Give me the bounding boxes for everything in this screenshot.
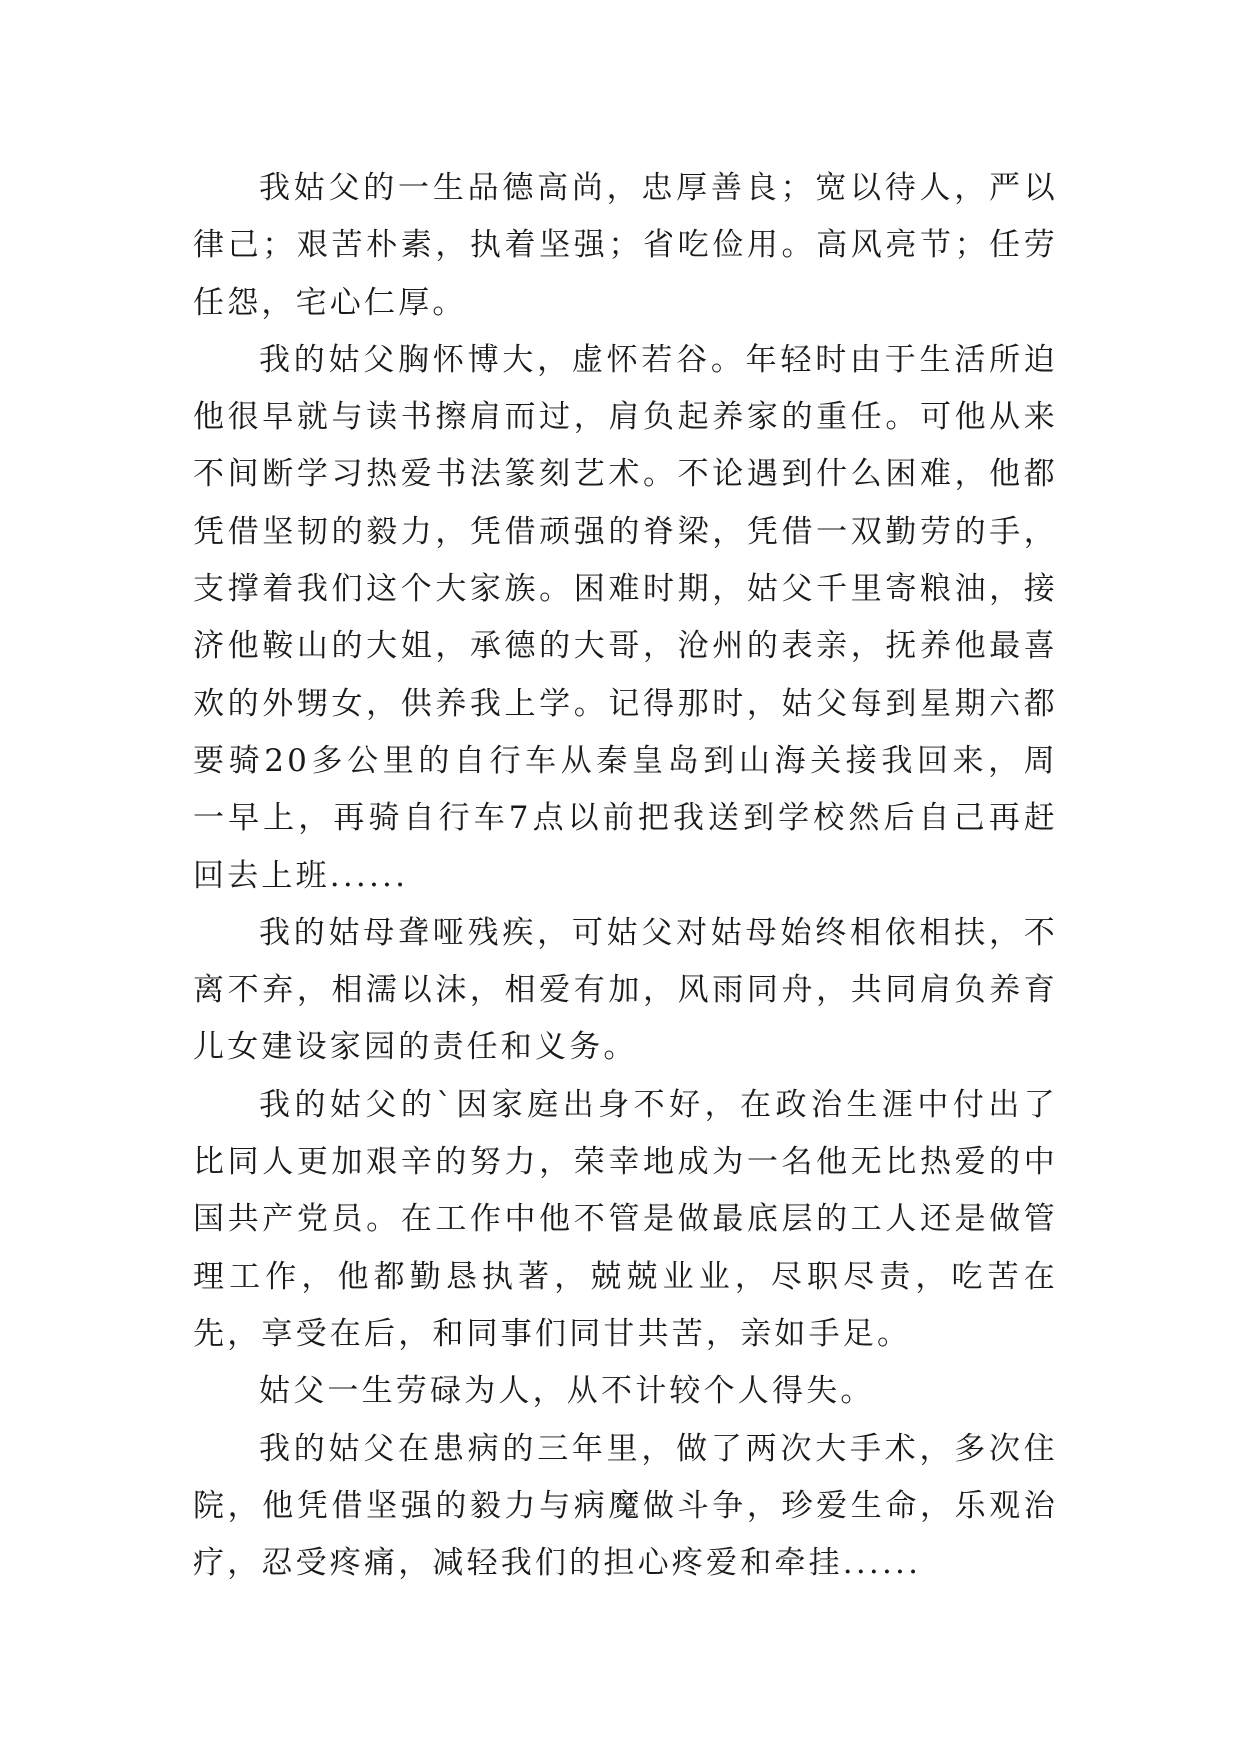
paragraph-marriage: 我的姑母聋哑残疾，可姑父对姑母始终相依相扶，不离不弃，相濡以沫，相爱有加，风雨同舟，共同肩负养育儿女建设家园的责任和义务。 — [193, 914, 1058, 1066]
paragraph-character: 我姑父的一生品德高尚，忠厚善良；宽以待人，严以律己；艰苦朴素，执着坚强；省吃俭用。高风亮节；任劳任怨，宅心仁厚。 — [193, 170, 1058, 321]
paragraph-selflessness: 姑父一生劳碌为人，从不计较个人得失。 — [259, 1373, 875, 1410]
paragraph-generosity: 我的姑父胸怀博大，虚怀若谷。年轻时由于生活所迫他很早就与读书擦肩而过，肩负起养家的重任。可他从来不间断学习热爱书法篆刻艺术。不论遇到什么困难，他都凭借坚韧的毅力，凭借顽强的脊梁，凭借一双勤劳的手，支撑着我们这个大家族。困难时期，姑父千里寄粮油，接济他鞍山的大姐，承德的大哥，沧州的表亲，抚养他最喜欢的外甥女，供养我上学。记得那时，姑父每到星期六都要骑20多公里的自行车从秦皇岛到山海关接我回来，周一早上，再骑自行车7点以前把我送到学校然后自己再赶回去上班...... — [193, 341, 1058, 894]
paragraph-illness: 我的姑父在患病的三年里，做了两次大手术，多次住院，他凭借坚强的毅力与病魔做斗争，珍爱生命，乐观治疗，忍受疼痛，减轻我们的担心疼爱和牵挂...... — [193, 1430, 1058, 1582]
paragraph-career: 我的姑父的`因家庭出身不好，在政治生涯中付出了比同人更加艰辛的努力，荣幸地成为一名他无比热爱的中国共产党员。在工作中他不管是做最底层的工人还是做管理工作，他都勤恳执著，兢兢业业，尽职尽责，吃苦在先，享受在后，和同事们同甘共苦，亲如手足。 — [193, 1086, 1058, 1352]
document-body — [193, 160, 1058, 1592]
